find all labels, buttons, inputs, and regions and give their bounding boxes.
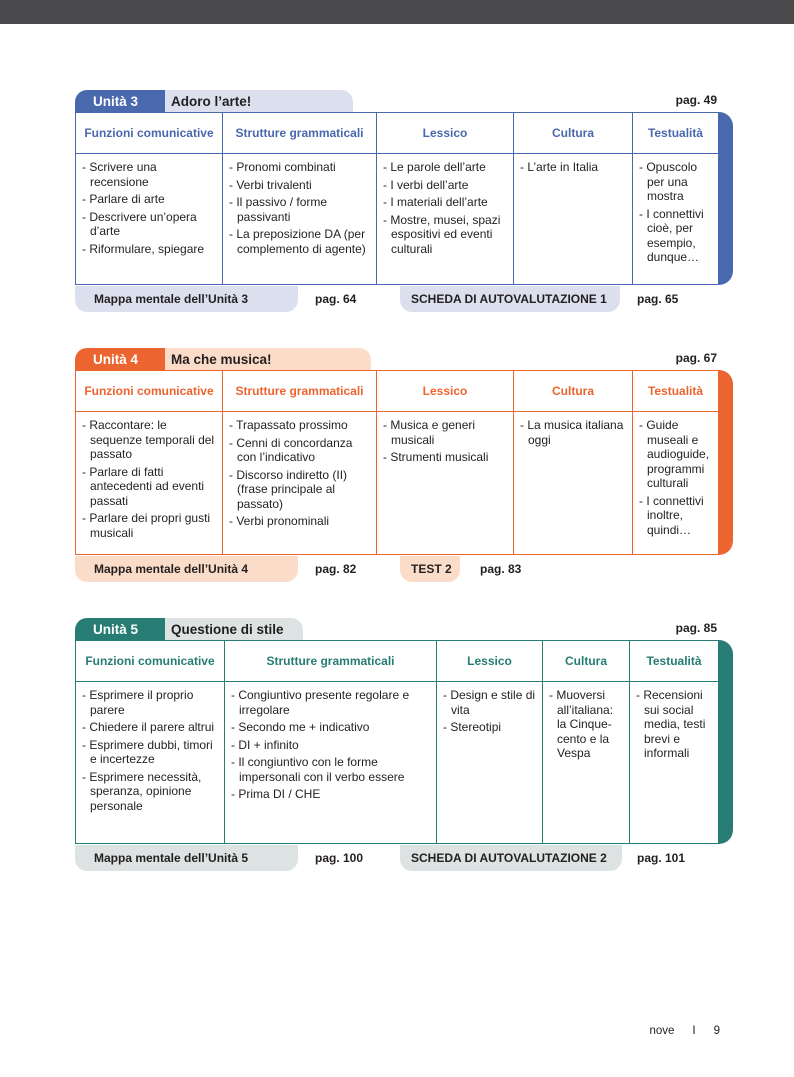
header-lessico: Lessico	[377, 113, 514, 154]
unit-page: pag. 85	[675, 621, 717, 635]
list-item: - Cenni di concordanza con l’indicativo	[229, 436, 371, 465]
header-strutture: Strutture grammaticali	[223, 371, 377, 412]
cell-strutture	[223, 412, 377, 555]
unit-number-tab	[75, 348, 165, 370]
unit-title: Ma che musica!	[171, 351, 272, 367]
list-item: - Verbi trivalenti	[229, 178, 371, 193]
header-funzioni: Funzioni comunicative	[76, 641, 225, 682]
mind-map-page: pag. 64	[315, 292, 357, 306]
list-item: - Il passivo / forme passivanti	[229, 195, 371, 224]
unit-title: Questione di stile	[171, 621, 284, 637]
list-item: - I materiali dell’arte	[383, 195, 508, 210]
cell-funzioni	[76, 154, 223, 285]
unit-number-tab	[75, 90, 165, 112]
unit-table	[75, 370, 719, 555]
self-assessment-label: SCHEDA DI AUTOVALUTAZIONE 1	[411, 292, 607, 306]
page-footer	[649, 1025, 720, 1037]
list-item: - Trapassato prossimo	[229, 418, 371, 433]
list-item: - DI + infinito	[231, 738, 431, 753]
list-item: - L’arte in Italia	[520, 160, 627, 175]
list-item: - Pronomi combinati	[229, 160, 371, 175]
cell-funzioni	[76, 412, 223, 555]
test-page: pag. 83	[480, 562, 522, 576]
table-row	[76, 682, 719, 844]
self-assessment-page: pag. 65	[637, 292, 679, 306]
unit-number-tab	[75, 618, 165, 640]
unit-number: Unità 5	[93, 621, 139, 637]
list-item: - Chiedere il parere altrui	[82, 720, 219, 735]
table-header-row	[76, 371, 719, 412]
unit-page: pag. 67	[675, 351, 717, 365]
list-item: - I verbi dell’arte	[383, 178, 508, 193]
mind-map-label: Mappa mentale dell’Unità 4	[94, 562, 249, 576]
header-cultura: Cultura	[543, 641, 630, 682]
list-item: - Esprimere dubbi, timori e incertezze	[82, 738, 219, 767]
mind-map-page: pag. 82	[315, 562, 357, 576]
list-item: - Muoversi all’italiana: la Cinque-cento e la Vespa	[549, 688, 624, 761]
list-item: - Esprimere necessità, speranza, opinione personale	[82, 770, 219, 814]
list-item: - La musica italiana oggi	[520, 418, 627, 447]
header-lessico: Lessico	[437, 641, 543, 682]
list-item: - Congiuntivo presente regolare e irregolare	[231, 688, 431, 717]
list-item: - Guide museali e audioguide, programmi culturali	[639, 418, 713, 491]
mind-map-link[interactable]	[75, 845, 298, 871]
list-item: - Mostre, musei, spazi espositivi ed eventi culturali	[383, 213, 508, 257]
table-header-row	[76, 641, 719, 682]
header-testualita: Testualità	[630, 641, 719, 682]
unit-number: Unità 3	[93, 93, 139, 109]
list-item: - Verbi pronominali	[229, 514, 371, 529]
list-item: - I connettivi inoltre, quindi…	[639, 494, 713, 538]
self-assessment-link[interactable]	[400, 845, 622, 871]
unit-table-wrapper	[75, 112, 733, 285]
unit-header	[75, 348, 733, 370]
mind-map-link[interactable]	[75, 556, 298, 582]
list-item: - Prima DI / CHE	[231, 787, 431, 802]
header-funzioni: Funzioni comunicative	[76, 371, 223, 412]
mind-map-label: Mappa mentale dell’Unità 5	[94, 851, 249, 865]
list-item: - Il congiuntivo con le forme impersonali con il verbo essere	[231, 755, 431, 784]
table-header-row	[76, 113, 719, 154]
list-item: - Parlare dei propri gusti musicali	[82, 511, 217, 540]
unit-title: Adoro l’arte!	[171, 93, 252, 109]
list-item: - Descrivere un’opera d’arte	[82, 210, 217, 239]
header-testualita: Testualità	[633, 371, 719, 412]
unit-number: Unità 4	[93, 351, 139, 367]
list-item: - Design e stile di vita	[443, 688, 537, 717]
list-item: - Musica e generi musicali	[383, 418, 508, 447]
cell-cultura	[514, 154, 633, 285]
header-funzioni: Funzioni comunicative	[76, 113, 223, 154]
header-testualita: Testualità	[633, 113, 719, 154]
table-row	[76, 154, 719, 285]
table-row	[76, 412, 719, 555]
list-item: - Riformulare, spiegare	[82, 242, 217, 257]
cell-testualita	[633, 154, 719, 285]
list-item: - Le parole dell’arte	[383, 160, 508, 175]
unit-title-tab	[155, 618, 303, 640]
unit-title-tab	[155, 90, 353, 112]
test-label: TEST 2	[411, 562, 452, 576]
cell-testualita	[633, 412, 719, 555]
cell-strutture	[223, 154, 377, 285]
header-strutture: Strutture grammaticali	[225, 641, 437, 682]
test-link[interactable]	[400, 556, 460, 582]
self-assessment-label: SCHEDA DI AUTOVALUTAZIONE 2	[411, 851, 607, 865]
list-item: - Esprimere il proprio parere	[82, 688, 219, 717]
cell-testualita	[630, 682, 719, 844]
unit-table-wrapper	[75, 640, 733, 844]
page-number-separator: I	[692, 1025, 696, 1037]
cell-lessico	[437, 682, 543, 844]
list-item: - Parlare di arte	[82, 192, 217, 207]
list-item: - Secondo me + indicativo	[231, 720, 431, 735]
unit-table	[75, 640, 719, 844]
unit-3-section	[75, 90, 733, 314]
unit-page: pag. 49	[675, 93, 717, 107]
cell-lessico	[377, 412, 514, 555]
list-item: - Discorso indiretto (II) (frase principale al passato)	[229, 468, 371, 512]
unit-title-tab	[155, 348, 371, 370]
cell-cultura	[514, 412, 633, 555]
list-item: - Scrivere una recensione	[82, 160, 217, 189]
header-lessico: Lessico	[377, 371, 514, 412]
header-strutture: Strutture grammaticali	[223, 113, 377, 154]
unit-table-wrapper	[75, 370, 733, 555]
cell-cultura	[543, 682, 630, 844]
mind-map-label: Mappa mentale dell’Unità 3	[94, 292, 249, 306]
page-number: 9	[713, 1025, 720, 1037]
unit-footer	[75, 286, 733, 314]
list-item: - I connettivi cioè, per esempio, dunque…	[639, 207, 713, 265]
mind-map-page: pag. 100	[315, 851, 364, 865]
unit-header	[75, 90, 733, 112]
top-bar	[0, 0, 794, 24]
cell-lessico	[377, 154, 514, 285]
header-cultura: Cultura	[514, 113, 633, 154]
self-assessment-page: pag. 101	[637, 851, 686, 865]
header-cultura: Cultura	[514, 371, 633, 412]
list-item: - Recensioni sui social media, testi brevi e informali	[636, 688, 713, 761]
unit-footer	[75, 556, 733, 584]
list-item: - Opuscolo per una mostra	[639, 160, 713, 204]
list-item: - Raccontare: le sequenze temporali del passato	[82, 418, 217, 462]
self-assessment-link[interactable]	[400, 286, 620, 312]
mind-map-link[interactable]	[75, 286, 298, 312]
page-number-word: nove	[649, 1025, 675, 1037]
unit-header	[75, 618, 733, 640]
cell-strutture	[225, 682, 437, 844]
unit-5-section	[75, 618, 733, 873]
unit-table	[75, 112, 719, 285]
unit-4-section	[75, 348, 733, 584]
list-item: - Strumenti musicali	[383, 450, 508, 465]
list-item: - La preposizione DA (per complemento di agente)	[229, 227, 371, 256]
list-item: - Stereotipi	[443, 720, 537, 735]
list-item: - Parlare di fatti antecedenti ad eventi passati	[82, 465, 217, 509]
cell-funzioni	[76, 682, 225, 844]
unit-footer	[75, 845, 733, 873]
